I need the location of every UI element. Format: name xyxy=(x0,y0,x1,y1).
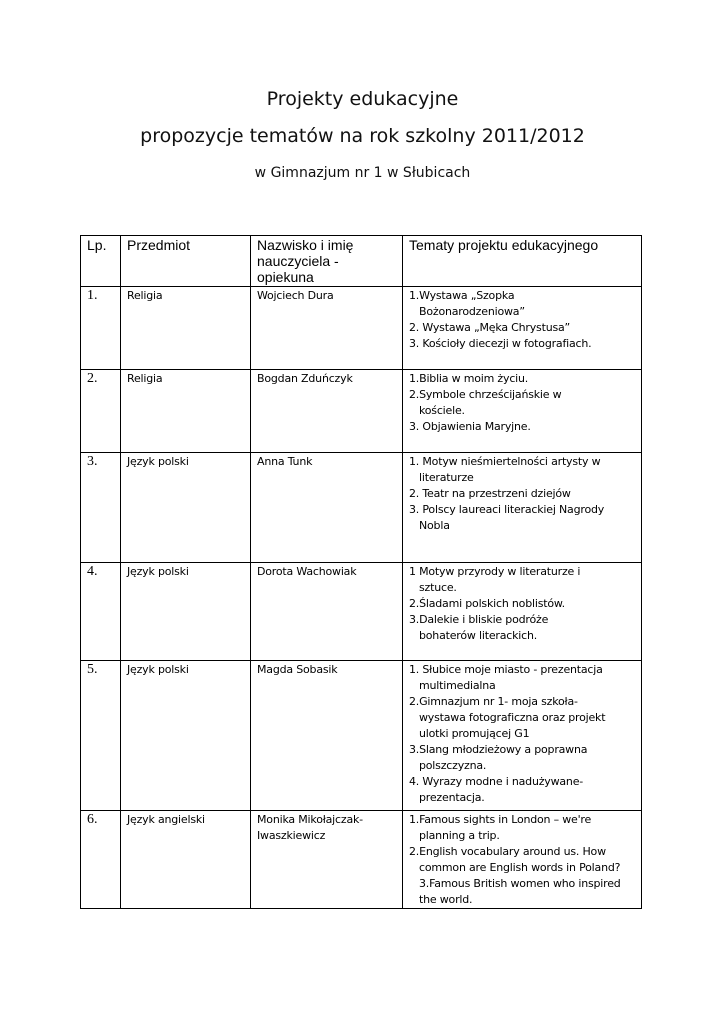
topic-line: 2.English vocabulary around us. How xyxy=(409,845,606,858)
topic-line: Bożonarodzeniowa” xyxy=(419,305,525,318)
subject-cell: Religia xyxy=(121,287,251,370)
topics-cell xyxy=(403,661,642,811)
topic-line: 1.Biblia w moim życiu. xyxy=(409,372,529,385)
table-row xyxy=(81,287,642,370)
row-number: 1. xyxy=(81,287,121,370)
topic-line: literaturze xyxy=(419,471,474,484)
topic-line: bohaterów literackich. xyxy=(419,629,538,642)
topic-line: planning a trip. xyxy=(419,829,500,842)
teacher-cell: Anna Tunk xyxy=(251,453,403,563)
topic-line: 4. Wyrazy modne i nadużywane- xyxy=(409,775,584,788)
topic-line: 3. Kościoły diecezji w fotografiach. xyxy=(409,337,592,350)
row-number: 3. xyxy=(81,453,121,563)
school-name: w Gimnazjum nr 1 w Słubicach xyxy=(254,165,471,181)
teacher-cell: Magda Sobasik xyxy=(251,661,403,811)
subject-cell: Język polski xyxy=(121,563,251,661)
topic-line: sztuce. xyxy=(419,581,457,594)
topic-line: common are English words in Poland? xyxy=(419,861,621,874)
topics-cell xyxy=(403,287,642,370)
topic-line: the world. xyxy=(419,893,473,906)
topic-line: 1.Wystawa „Szopka xyxy=(409,289,515,302)
subject-cell: Język polski xyxy=(121,453,251,563)
table-row xyxy=(81,661,642,811)
teacher-cell: Wojciech Dura xyxy=(251,287,403,370)
topic-line: 2.Śladami polskich noblistów. xyxy=(409,597,565,610)
column-header-topics: Tematy projektu edukacyjnego xyxy=(403,236,642,287)
row-number: 5. xyxy=(81,661,121,811)
topics-cell xyxy=(403,370,642,453)
topic-line: prezentacja. xyxy=(419,791,485,804)
topic-line: 2.Gimnazjum nr 1- moja szkoła- xyxy=(409,695,578,708)
topic-line: 3.Slang młodzieżowy a poprawna xyxy=(409,743,588,756)
table-row xyxy=(81,370,642,453)
topic-line: 2. Teatr na przestrzeni dziejów xyxy=(409,487,571,500)
document-subtitle: propozycje tematów na rok szkolny 2011/2012 xyxy=(140,125,585,147)
topic-line: 1.Famous sights in London – we're xyxy=(409,813,592,826)
projects-table xyxy=(80,235,642,909)
topic-line: 2.Symbole chrześcijańskie w xyxy=(409,388,562,401)
topic-line: kościele. xyxy=(419,404,465,417)
teacher-cell: Bogdan Zduńczyk xyxy=(251,370,403,453)
topics-cell xyxy=(403,453,642,563)
topics-cell xyxy=(403,811,642,909)
topic-line: polszczyzna. xyxy=(419,759,487,772)
topic-line: 3.Famous British women who inspired xyxy=(419,877,621,890)
subject-cell: Język polski xyxy=(121,661,251,811)
subject-cell: Religia xyxy=(121,370,251,453)
table-row xyxy=(81,453,642,563)
topic-line: wystawa fotograficzna oraz projekt xyxy=(419,711,606,724)
topic-line: ulotki promującej G1 xyxy=(419,727,530,740)
column-header-lp: Lp. xyxy=(81,236,121,287)
topic-line: 1 Motyw przyrody w literaturze i xyxy=(409,565,581,578)
teacher-cell: Dorota Wachowiak xyxy=(251,563,403,661)
topic-line: 3.Dalekie i bliskie podróże xyxy=(409,613,549,626)
topics-cell xyxy=(403,563,642,661)
column-header-teacher: Nazwisko i imię nauczyciela - opiekuna xyxy=(251,236,403,287)
document-title: Projekty edukacyjne xyxy=(266,88,459,110)
topic-line: Nobla xyxy=(419,519,450,532)
teacher-cell: Monika Mikołajczak-Iwaszkiewicz xyxy=(251,811,403,909)
topic-line: 1. Motyw nieśmiertelności artysty w xyxy=(409,455,601,468)
column-header-subject: Przedmiot xyxy=(121,236,251,287)
row-number: 6. xyxy=(81,811,121,909)
subject-cell: Język angielski xyxy=(121,811,251,909)
row-number: 2. xyxy=(81,370,121,453)
topic-line: 3. Objawienia Maryjne. xyxy=(409,420,531,433)
row-number: 4. xyxy=(81,563,121,661)
topic-line: multimedialna xyxy=(419,679,496,692)
table-row xyxy=(81,563,642,661)
topic-line: 1. Słubice moje miasto - prezentacja xyxy=(409,663,603,676)
topic-line: 3. Polscy laureaci literackiej Nagrody xyxy=(409,503,605,516)
table-row xyxy=(81,811,642,909)
topic-line: 2. Wystawa „Męka Chrystusa” xyxy=(409,321,571,334)
table-header-row xyxy=(81,236,642,287)
